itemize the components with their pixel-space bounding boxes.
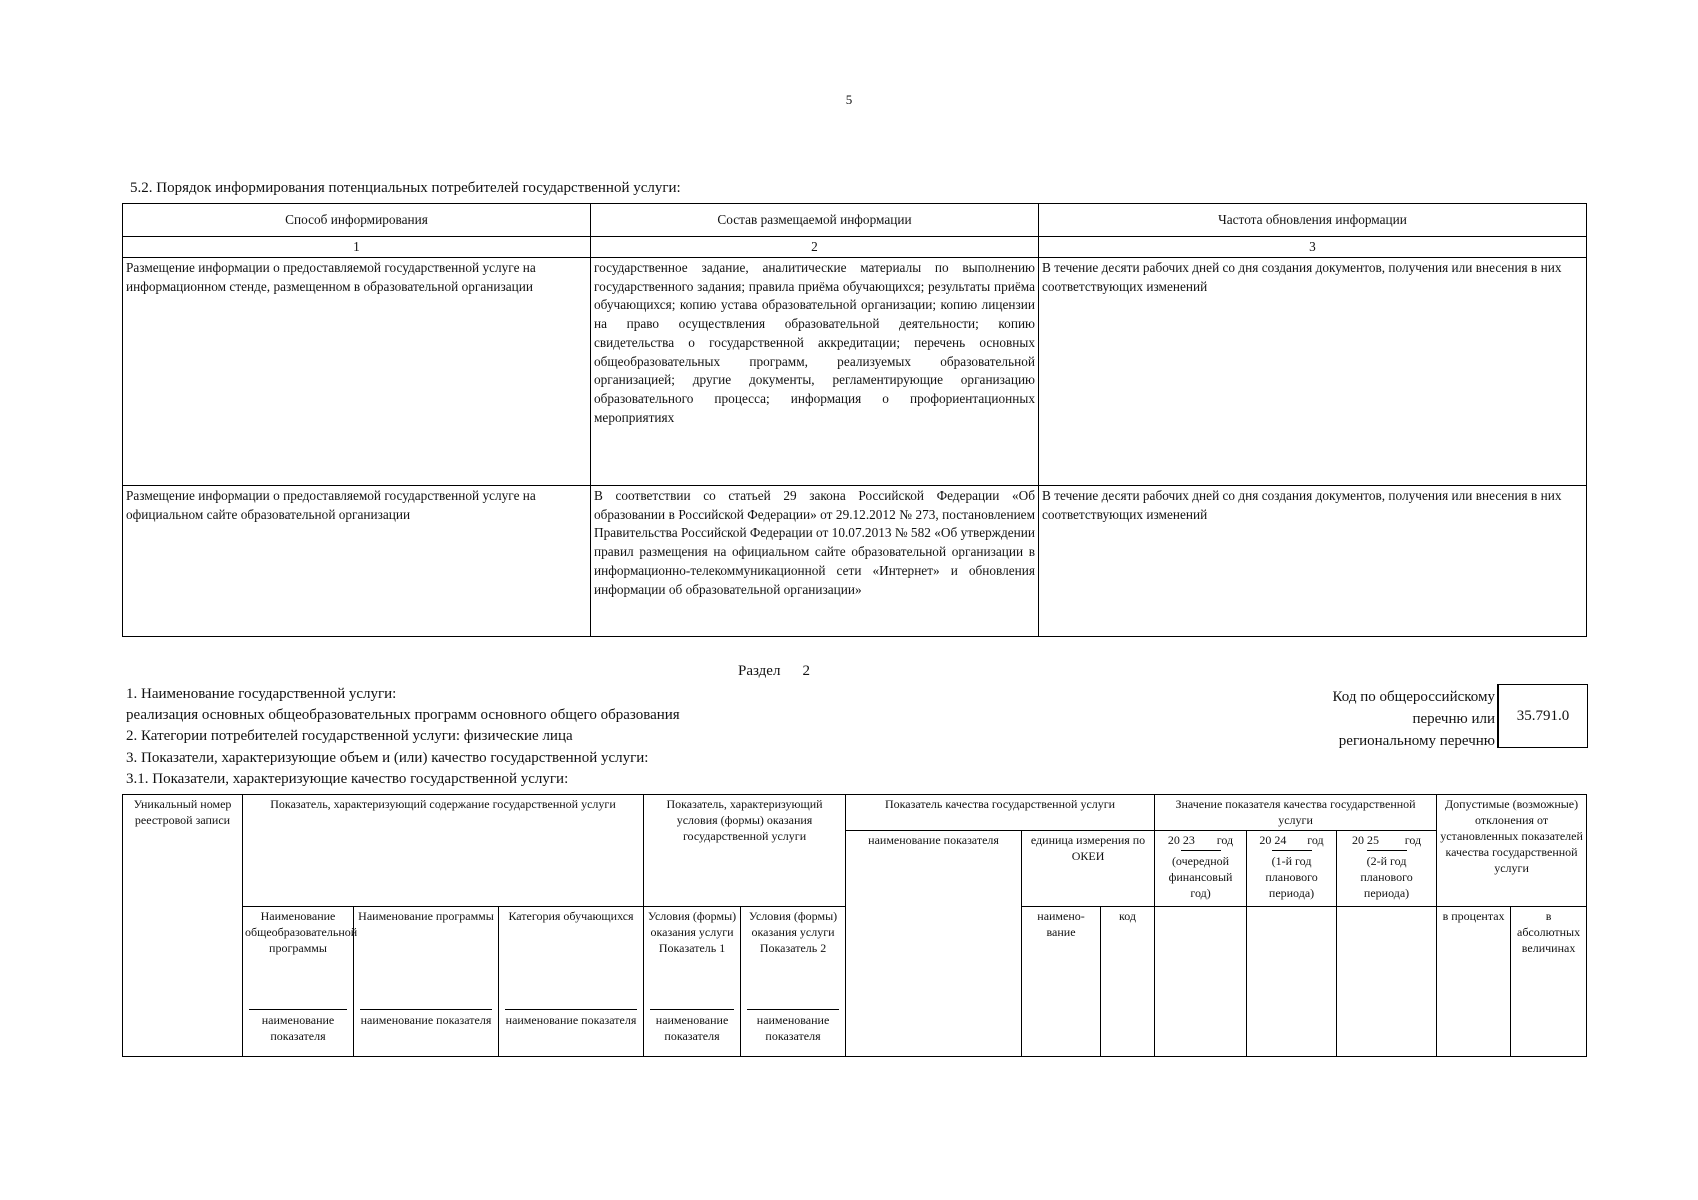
year-current-value	[1155, 907, 1247, 1057]
col-indicator-value: Значение показателя качества государственной услуги	[1155, 795, 1437, 831]
frequency-cell: В течение десяти рабочих дней со дня создания документов, получения или внесения в них соответствующих изменений	[1039, 258, 1587, 486]
quality-indicators-table	[122, 794, 1587, 1057]
unit-name: наимено-вание	[1022, 907, 1101, 1057]
col-service-content: Показатель, характеризующий содержание государственной услуги	[243, 795, 644, 907]
sub-condition-1: Условия (формы) оказания услуги Показатель 1 наименование показателя	[644, 907, 741, 1057]
table-row	[123, 258, 1587, 486]
indicator-name-label: наименование показателя	[505, 1009, 637, 1028]
method-cell: Размещение информации о предоставляемой государственной услуге на официальном сайте образовательной организации	[123, 486, 591, 637]
deviation-percent: в процентах	[1437, 907, 1511, 1057]
indicator-name-label: наименование показателя	[249, 1009, 347, 1044]
year-plan-1-value	[1247, 907, 1337, 1057]
col-number: 1	[123, 237, 591, 258]
unit-code: код	[1101, 907, 1155, 1057]
unit-okei: единица измерения по ОКЕИ	[1022, 831, 1155, 907]
service-name-label: 1. Наименование государственной услуги:	[126, 686, 397, 702]
header-content: Состав размещаемой информации	[591, 204, 1039, 237]
section-title	[738, 663, 810, 680]
col-service-conditions: Показатель, характеризующий условия (формы) оказания государственной услуги	[644, 795, 846, 907]
quality-indicators-heading: 3.1. Показатели, характеризующие качество государственной услуги:	[126, 771, 569, 787]
method-cell: Размещение информации о предоставляемой государственной услуге на информационном стенде, размещенном в образовательной организации	[123, 258, 591, 486]
sub-program: Наименование программы наименование показателя	[354, 907, 499, 1057]
year-current: 20 23 год (очередной финансовый год)	[1155, 831, 1247, 907]
registry-code-label: Код по общероссийскому перечню или региональному перечню	[1332, 689, 1495, 749]
year-plan-2-value	[1337, 907, 1437, 1057]
frequency-cell: В течение десяти рабочих дней со дня создания документов, получения или внесения в них соответствующих изменений	[1039, 486, 1587, 637]
content-cell: В соответствии со статьей 29 закона Российской Федерации «Об образовании в Российской Федерации» от 29.12.2012 № 273, постановлением Правительства Российской Федерации от 10.07.2013 № 582 «Об утверждении правил размещения на официальном сайте образовательной организации в информационно-телекоммуникационной сети «Интернет» и обновления информации об образовательной организации»	[591, 486, 1039, 637]
service-name-value: реализация основных общеобразовательных программ основного общего образования	[126, 707, 680, 723]
col-number: 3	[1039, 237, 1587, 258]
header-method: Способ информирования	[123, 204, 591, 237]
year-plan-2: 20 25 год (2-й год планового периода)	[1337, 831, 1437, 907]
sub-condition-2: Условия (формы) оказания услуги Показатель 2 наименование показателя	[741, 907, 846, 1057]
indicator-name-label: наименование показателя	[747, 1009, 839, 1044]
section-title-word: Раздел	[738, 663, 781, 679]
indicator-name-label: наименование показателя	[650, 1009, 734, 1044]
sub-program-name: Наименование общеобразовательной программы наименование показателя	[243, 907, 354, 1057]
quality-indicator-name: наименование показателя	[846, 831, 1022, 1057]
informing-table	[122, 203, 1587, 637]
section-title-number: 2	[802, 663, 810, 679]
col-registry-number: Уникальный номер реестровой записи	[123, 795, 243, 1057]
table-row	[123, 486, 1587, 637]
content-cell: государственное задание, аналитические материалы по выполнению государственного задания; правила приёма обучающихся; результаты приёма обучающихся; копию устава образовательной организации; копию лицензии на право осуществления образовательной деятельности; копию свидетельства о государственной аккредитации; перечень основных общеобразовательных программ, реализуемых образовательной организацией; другие документы, регламентирующие организацию образовательного процесса; информация о профориентационных мероприятиях	[591, 258, 1039, 486]
consumer-categories: 2. Категории потребителей государственной услуги: физические лица	[126, 728, 573, 744]
col-quality-indicator: Показатель качества государственной услуги	[846, 795, 1155, 831]
registry-code-value: 35.791.0	[1497, 684, 1588, 748]
section-5-2-heading: 5.2. Порядок информирования потенциальных потребителей государственной услуги:	[130, 180, 681, 196]
indicator-name-label: наименование показателя	[360, 1009, 492, 1028]
indicators-heading: 3. Показатели, характеризующие объем и (или) качество государственной услуги:	[126, 750, 649, 766]
col-allowed-deviation: Допустимые (возможные) отклонения от установленных показателей качества государственной услуги	[1437, 795, 1587, 907]
year-plan-1: 20 24 год (1-й год планового периода)	[1247, 831, 1337, 907]
col-number: 2	[591, 237, 1039, 258]
deviation-absolute: в абсолютных величинах	[1511, 907, 1587, 1057]
sub-category: Категория обучающихся наименование показателя	[499, 907, 644, 1057]
header-frequency: Частота обновления информации	[1039, 204, 1587, 237]
page-number: 5	[845, 92, 853, 107]
